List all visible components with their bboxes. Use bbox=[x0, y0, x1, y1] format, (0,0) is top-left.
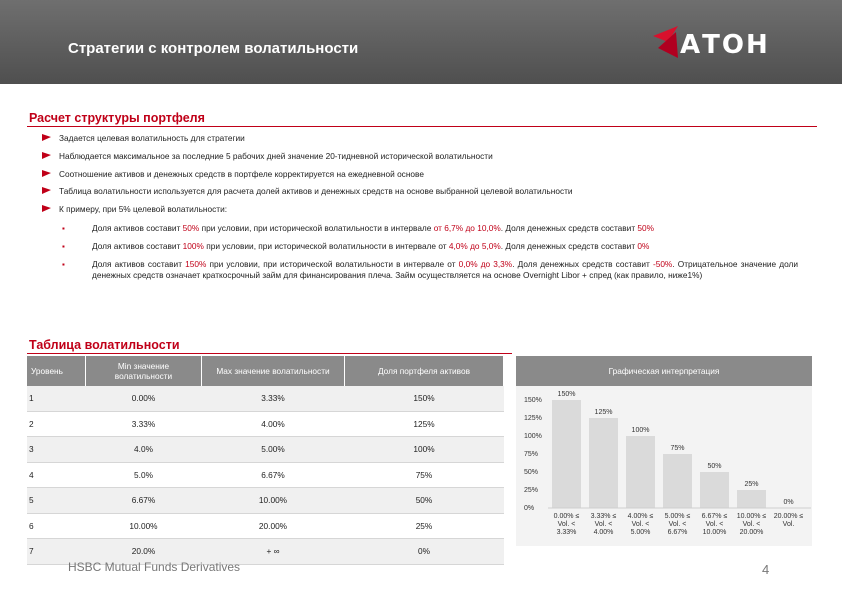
table-cell: 125% bbox=[345, 411, 504, 437]
y-tick-label: 75% bbox=[524, 451, 539, 458]
sub-bullet-text: Доля активов составит 150% при условии, при исторической волатильности в интервале от 0,0% до 3,3%. Доля денежных средств составит -50%. Отрицательное значение доли денежных средств означает краткосрочный займ для финансирования плеча. Займ осуществляется на основе Overnight Libor + спред (как правило, ниже1%) bbox=[92, 259, 799, 280]
header-bar bbox=[0, 0, 842, 84]
x-tick-label: Vol. < bbox=[594, 521, 613, 528]
table-row bbox=[27, 513, 504, 539]
footer-source: HSBC Mutual Funds Derivatives bbox=[68, 560, 241, 574]
bullet-text: Наблюдается максимальное за последние 5 рабочих дней значение 20-тидневной исторической волатильности bbox=[59, 150, 493, 161]
sub-bullet-text: Доля активов составит 50% при условии, при исторической волатильности в интервале от 6,7% до 10,0%. Доля денежных средств составит 50% bbox=[92, 223, 655, 233]
sub-bullet-item bbox=[62, 241, 798, 252]
sub-bullet-dot-icon: ▪ bbox=[62, 260, 65, 269]
x-tick-label: 5.00% ≤ bbox=[664, 513, 691, 520]
y-tick-label: 100% bbox=[524, 433, 542, 440]
column-header: Max значение волатильности bbox=[202, 356, 345, 386]
bullet-marker-icon bbox=[42, 187, 51, 194]
column-header: Min значение волатильности bbox=[86, 356, 202, 386]
section-divider bbox=[27, 353, 512, 354]
x-tick-label: Vol. < bbox=[705, 521, 724, 528]
table-row bbox=[27, 411, 504, 437]
data-label: 25% bbox=[744, 481, 759, 488]
logo-mark-icon bbox=[650, 22, 680, 62]
x-tick-label: 20.00% bbox=[739, 529, 764, 536]
bar bbox=[700, 472, 729, 508]
sub-bullet-text: Доля активов составит 100% при условии, при исторической волатильности в интервале от 4,0% до 5,0%. Доля денежных средств составит 0% bbox=[92, 241, 650, 251]
x-tick-label: Vol. < bbox=[631, 521, 650, 528]
x-tick-label: Vol. < bbox=[742, 521, 761, 528]
x-tick-label: 20.00% ≤ bbox=[773, 513, 804, 520]
x-tick-label: 6.67% ≤ bbox=[701, 513, 728, 520]
data-label: 150% bbox=[557, 391, 576, 398]
bullet-item bbox=[42, 151, 802, 169]
bullet-marker-icon bbox=[42, 205, 51, 212]
volatility-bar-chart bbox=[516, 386, 812, 546]
table-cell: 3 bbox=[27, 437, 86, 463]
table-row bbox=[27, 488, 504, 514]
data-label: 0% bbox=[783, 499, 794, 506]
table-row bbox=[27, 437, 504, 463]
x-tick-label: 3.33% bbox=[556, 529, 577, 536]
bullet-marker-icon bbox=[42, 152, 51, 159]
page-number: 4 bbox=[762, 562, 770, 577]
table-cell: 6 bbox=[27, 513, 86, 539]
x-tick-label: 0.00% ≤ bbox=[553, 513, 580, 520]
sub-bullet-dot-icon: ▪ bbox=[62, 224, 65, 233]
table-cell: 4.0% bbox=[86, 437, 202, 463]
x-tick-label: Vol. bbox=[782, 521, 795, 528]
graph-header: Графическая интерпретация bbox=[516, 356, 812, 386]
bullet-list bbox=[42, 133, 802, 222]
table-cell: 100% bbox=[345, 437, 504, 463]
data-label: 125% bbox=[594, 409, 613, 416]
table-cell: 150% bbox=[345, 386, 504, 411]
aton-logo bbox=[650, 22, 790, 62]
table-cell: 25% bbox=[345, 513, 504, 539]
sub-bullet-item bbox=[62, 259, 798, 281]
y-tick-label: 125% bbox=[524, 415, 542, 422]
table-row bbox=[27, 462, 504, 488]
column-header: Доля портфеля активов bbox=[345, 356, 504, 386]
bar bbox=[737, 490, 766, 508]
x-tick-label: 6.67% bbox=[667, 529, 688, 536]
y-tick-label: 50% bbox=[524, 469, 539, 476]
table-cell: 0.00% bbox=[86, 386, 202, 411]
table-cell: 1 bbox=[27, 386, 86, 411]
data-label: 100% bbox=[631, 427, 650, 434]
x-tick-label: 4.00% bbox=[593, 529, 614, 536]
y-tick-label: 25% bbox=[524, 487, 539, 494]
x-tick-label: Vol. < bbox=[557, 521, 576, 528]
bullet-text: К примеру, при 5% целевой волатильности: bbox=[59, 204, 228, 215]
table-cell: 10.00% bbox=[202, 488, 345, 514]
table-cell: 6.67% bbox=[202, 462, 345, 488]
bullet-item bbox=[42, 169, 802, 187]
x-tick-label: 5.00% bbox=[630, 529, 651, 536]
table-cell: 3.33% bbox=[202, 386, 345, 411]
slide-title: Стратегии с контролем волатильности bbox=[68, 40, 359, 57]
table-cell: 5.00% bbox=[202, 437, 345, 463]
table-cell: 4 bbox=[27, 462, 86, 488]
sub-bullet-dot-icon: ▪ bbox=[62, 242, 65, 251]
table-row bbox=[27, 386, 504, 411]
bullet-text: Соотношение активов и денежных средств в портфеле корректируется на ежедневной основе bbox=[59, 168, 424, 179]
section-title-portfolio: Расчет структуры портфеля bbox=[29, 111, 205, 125]
section-title-volatility: Таблица волатильности bbox=[29, 338, 180, 352]
bar bbox=[589, 418, 618, 508]
bullet-marker-icon bbox=[42, 170, 51, 177]
table-cell: + ∞ bbox=[202, 539, 345, 565]
y-tick-label: 150% bbox=[524, 397, 542, 404]
data-label: 50% bbox=[707, 463, 722, 470]
x-tick-label: Vol. < bbox=[668, 521, 687, 528]
bullet-item bbox=[42, 133, 802, 151]
table-cell: 0% bbox=[345, 539, 504, 565]
table-cell: 20.0% bbox=[86, 539, 202, 565]
table-cell: 7 bbox=[27, 539, 86, 565]
table-cell: 20.00% bbox=[202, 513, 345, 539]
table-cell: 3.33% bbox=[86, 411, 202, 437]
bullet-text: Таблица волатильности используется для расчета долей активов и денежных средств на основе выбранной целевой волатильности bbox=[59, 186, 573, 197]
x-tick-label: 4.00% ≤ bbox=[627, 513, 654, 520]
bar bbox=[552, 400, 581, 508]
x-tick-label: 10.00% ≤ bbox=[736, 513, 767, 520]
table-cell: 5 bbox=[27, 488, 86, 514]
volatility-table bbox=[27, 356, 504, 565]
table-cell: 4.00% bbox=[202, 411, 345, 437]
table-cell: 75% bbox=[345, 462, 504, 488]
table-cell: 2 bbox=[27, 411, 86, 437]
x-tick-label: 10.00% bbox=[702, 529, 727, 536]
bar bbox=[626, 436, 655, 508]
table-cell: 5.0% bbox=[86, 462, 202, 488]
section-divider bbox=[27, 126, 817, 127]
bullet-item bbox=[42, 204, 802, 222]
y-tick-label: 0% bbox=[524, 505, 535, 512]
column-header: Уровень bbox=[27, 356, 86, 386]
table-cell: 6.67% bbox=[86, 488, 202, 514]
data-label: 75% bbox=[670, 445, 685, 452]
bullet-text: Задается целевая волатильность для стратегии bbox=[59, 133, 245, 143]
bar bbox=[663, 454, 692, 508]
table-cell: 50% bbox=[345, 488, 504, 514]
logo-text: АТОН bbox=[680, 30, 770, 60]
sub-bullet-item bbox=[62, 223, 798, 234]
table-cell: 10.00% bbox=[86, 513, 202, 539]
bullet-marker-icon bbox=[42, 134, 51, 141]
bullet-item bbox=[42, 186, 802, 204]
x-tick-label: 3.33% ≤ bbox=[590, 513, 617, 520]
